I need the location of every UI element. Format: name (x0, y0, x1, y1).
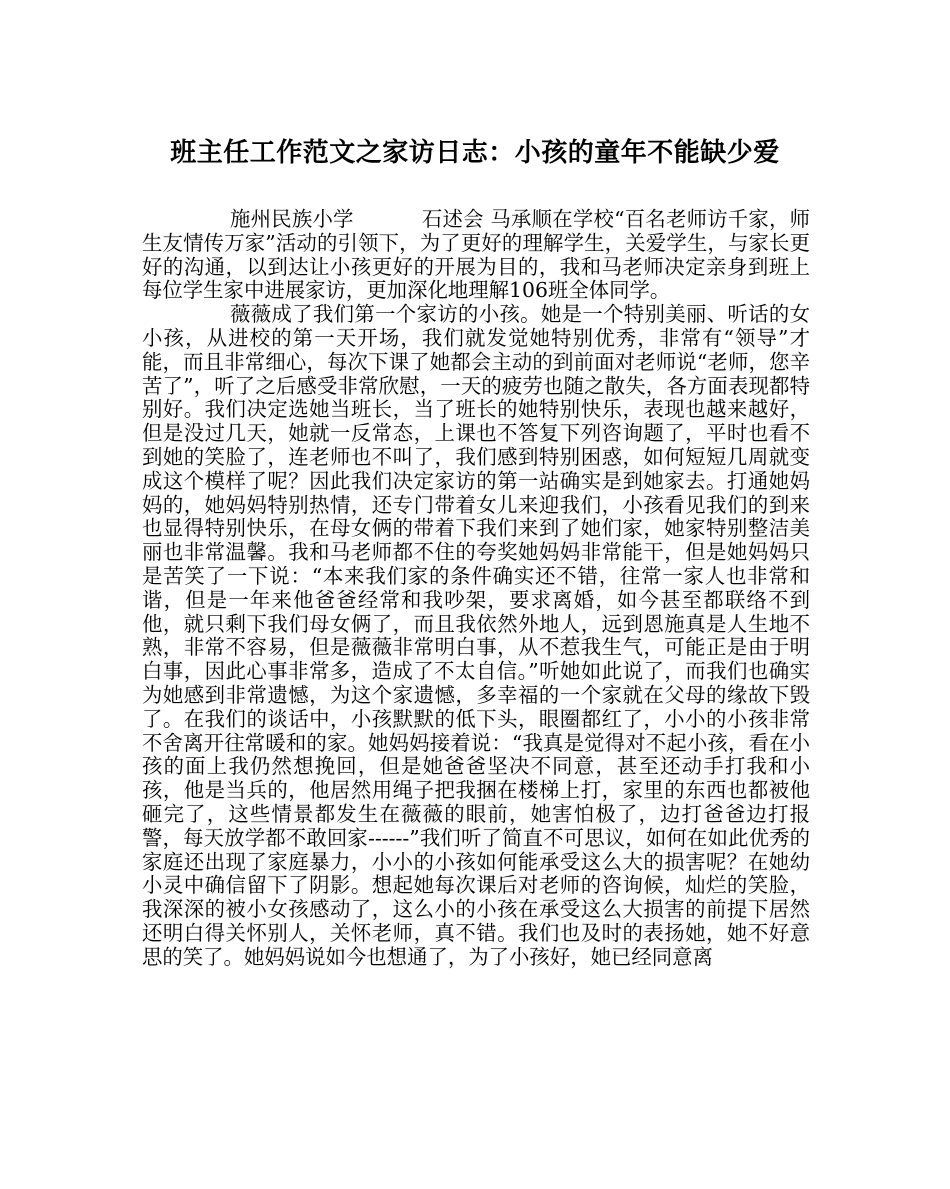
school-name: 施州民族小学 (230, 207, 354, 231)
paragraph-main: 薇薇成了我们第一个家访的小孩。她是一个特别美丽、听话的女小孩，从进校的第一天开场，我们就发觉她特别优秀，非常有“领导”才能，而且非常细心，每次下课了她都会主动的到前面对老师说“老师，您辛苦了”，听了之后感受非常欣慰，一天的疲劳也随之散失，各方面表现都特别好。我们决定选她当班长，当了班长的她特别快乐，表现也越来越好，但是没过几天，她就一反常态，上课也不答复下列咨询题了，平时也看不到她的笑脸了，连老师也不叫了，我们感到特别困惑，如何短短几周就变成这个模样了呢？因此我们决定家访的第一站确实是到她家去。打通她妈妈的，她妈妈特别热情，还专门带着女儿来迎我们，小孩看见我们的到来也显得特别快乐，在母女俩的带着下我们来到了她们家，她家特别整洁美丽也非常温馨。我和马老师都不住的夸奖她妈妈非常能干，但是她妈妈只是苦笑了一下说：“本来我们家的条件确实还不错，往常一家人也非常和谐，但是一年来他爸爸经常和我吵架，要求离婚，如今甚至都联络不到他，就只剩下我们母女俩了，而且我依然外地人，远到恩施真是人生地不熟，非常不容易，但是薇薇非常明白事，从不惹我生气，可能正是由于明白事，因此心事非常多，造成了不太自信。”听她如此说了，而我们也确实为她感到非常遗憾，为这个家遗憾，多幸福的一个家就在父母的缘故下毁了。在我们的谈话中，小孩默默的低下头，眼圈都红了，小小的小孩非常不舍离开往常暖和的家。她妈妈接着说：“我真是觉得对不起小孩，看在小孩的面上我仍然想挽回，但是她爸爸坚决不同意，甚至还动手打我和小孩，他是当兵的，他居然用绳子把我捆在楼梯上打，家里的东西也都被他砸完了，这些情景都发生在薇薇的眼前，她害怕极了，边打爸爸边打报警，每天放学都不敢回家------”我们听了简直不可思议，如何在如此优秀的家庭还出现了家庭暴力，小小的小孩如何能承受这么大的损害呢？在她幼小灵中确信留下了阴影。想起她每次课后对老师的咨询候，灿烂的笑脸，我深深的被小女孩感动了，这么小的小孩在承受这么大损害的前提下居然还明白得关怀别人，关怀老师，真不错。我们也及时的表扬她，她不好意思的笑了。她妈妈说如今也想通了，为了小孩好，她已经同意离 (142, 302, 810, 969)
document-body (142, 208, 810, 970)
author-name: 石述会 (421, 207, 484, 231)
document-title: 班主任工作范文之家访日志：小孩的童年不能缺少爱 (170, 138, 780, 168)
paragraph-text: 马承顺在学校“百名老师访千家，师生友情传万家”活动的引领下，为了更好的理解学生，关爱学生，与家长更好的沟通，以到达让小孩更好的开展为目的，我和马老师决定亲身到班上每位学生家中进展家访，更加深化地理解106班全体同学。 (142, 207, 811, 303)
paragraph-intro (142, 208, 810, 303)
